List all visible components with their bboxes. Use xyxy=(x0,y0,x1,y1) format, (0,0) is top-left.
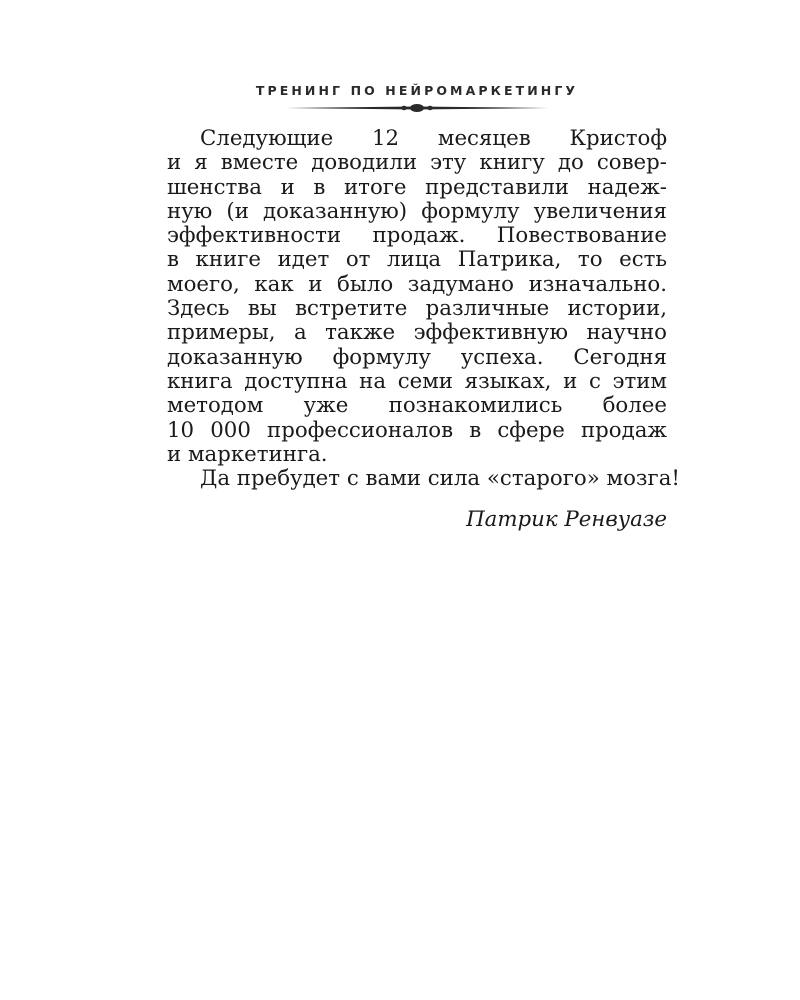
author-signature: Патрик Ренвуазе xyxy=(466,507,667,532)
text-line: доказанную формулу успеха. Сегодня xyxy=(167,344,667,370)
text-line: 10 000 профессионалов в сфере продаж xyxy=(167,417,667,443)
text-line: шенства и в итоге представили надеж- xyxy=(167,174,667,200)
text-line: Следующие 12 месяцев Кристоф xyxy=(200,126,667,151)
text-line: методом уже познакомились более xyxy=(167,393,667,419)
text-line: и маркетинга. xyxy=(167,441,328,467)
text-line: и я вместе доводили эту книгу до совер- xyxy=(167,150,667,176)
text-line: Здесь вы встретите различные истории, xyxy=(167,296,667,322)
text-line: эффективности продаж. Повествование xyxy=(167,223,667,249)
text-line: примеры, а также эффективную научно xyxy=(167,320,667,346)
text-line: в книге идет от лица Патрика, то есть xyxy=(167,247,667,273)
closing-line: Да пребудет с вами сила «старого» мозга! xyxy=(200,466,680,492)
text-line: моего, как и было задумано изначально. xyxy=(167,271,667,297)
running-head: ТРЕНИНГ ПО НЕЙРОМАРКЕТИНГУ xyxy=(255,83,579,98)
text-line: ную (и доказанную) формулу увеличения xyxy=(167,198,667,224)
ornamental-rule xyxy=(286,103,548,113)
body-text xyxy=(167,126,680,492)
text-line: книга доступна на семи языках, и с этим xyxy=(167,368,667,394)
